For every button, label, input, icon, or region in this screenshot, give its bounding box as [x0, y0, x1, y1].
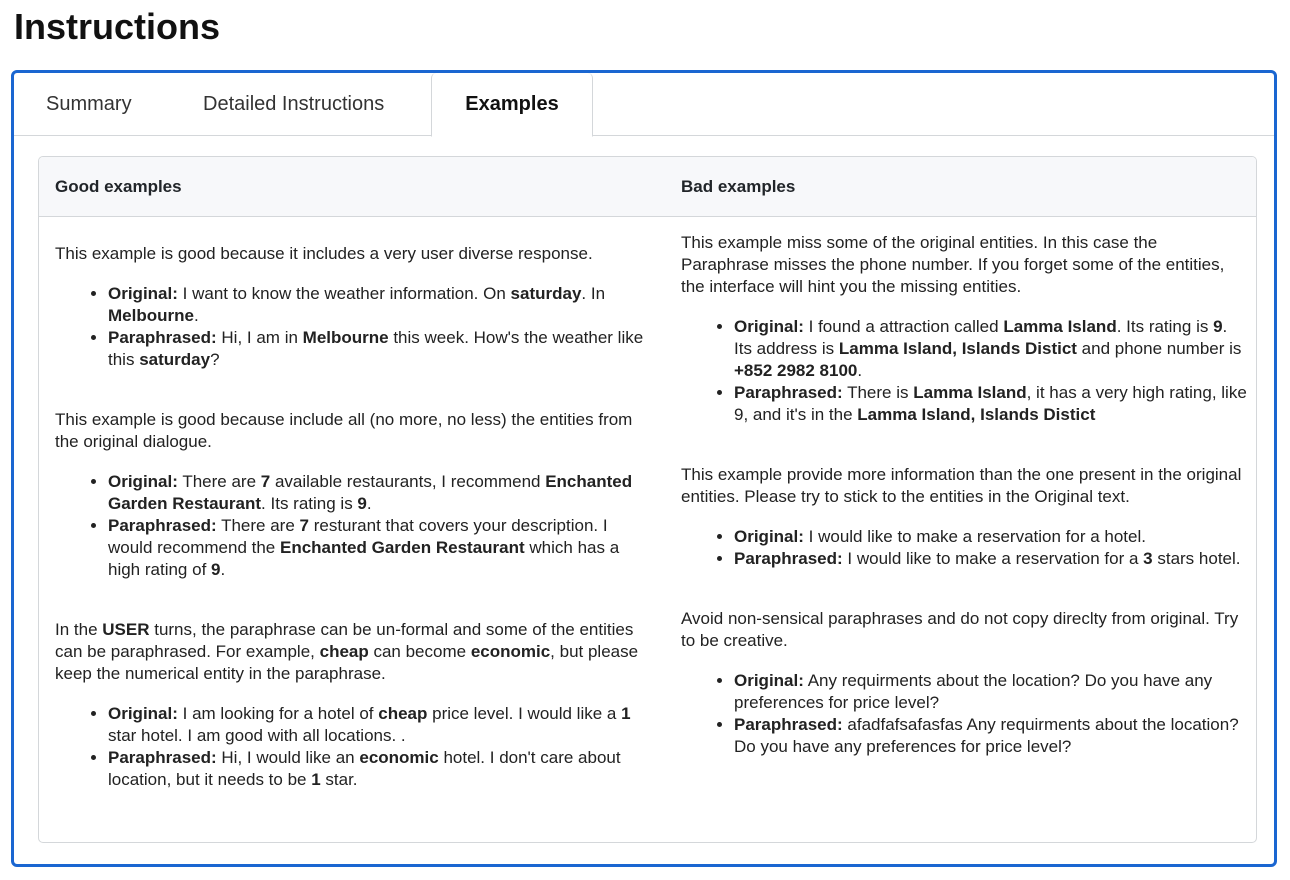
example-description: This example is good because include all (no more, no less) the entities from the original dialogue. — [55, 410, 633, 451]
entity-highlight: saturday — [139, 350, 211, 369]
entity-highlight: 7 — [299, 516, 309, 535]
good-examples-header: Good examples — [55, 177, 182, 196]
examples-card — [38, 156, 1257, 843]
example-description: Avoid non-sensical paraphrases and do not copy direclty from original. Try to be creative. — [681, 609, 1239, 650]
bad-examples-column — [681, 217, 1249, 758]
entity-highlight: cheap — [319, 642, 369, 661]
entity-highlight: cheap — [378, 704, 428, 723]
original-text: Any requirments about the location? Do you have any preferences for price level? — [734, 671, 1213, 712]
example-list — [55, 283, 651, 371]
entity-highlight: 3 — [1143, 549, 1153, 568]
entity-highlight: Lamma Island, Islands Distict — [857, 405, 1096, 424]
original-label: Original: — [108, 704, 178, 723]
entity-highlight: Lamma Island — [913, 383, 1027, 402]
paraphrased-item — [734, 382, 1249, 426]
paraphrased-label: Paraphrased: — [734, 383, 843, 402]
bad-example — [681, 608, 1249, 758]
original-item — [108, 283, 651, 327]
paraphrased-label: Paraphrased: — [108, 748, 217, 767]
paraphrased-item — [734, 548, 1249, 570]
entity-highlight: saturday — [510, 284, 582, 303]
entity-highlight: Lamma Island — [1003, 317, 1117, 336]
entity-highlight: Enchanted Garden Restaurant — [108, 472, 633, 513]
entity-highlight: economic — [359, 748, 439, 767]
good-examples-column — [55, 217, 651, 791]
paraphrased-item — [108, 747, 651, 791]
good-example — [55, 619, 651, 791]
tab-bar — [14, 73, 1274, 136]
entity-highlight: Enchanted Garden Restaurant — [279, 538, 525, 557]
paraphrased-label: Paraphrased: — [734, 549, 843, 568]
original-label: Original: — [734, 317, 804, 336]
paraphrased-label: Paraphrased: — [108, 516, 217, 535]
original-label: Original: — [734, 527, 804, 546]
entity-highlight: Melbourne — [108, 306, 194, 325]
example-list — [55, 703, 651, 791]
good-example — [55, 217, 651, 371]
entity-highlight: Melbourne — [302, 328, 389, 347]
entity-highlight: 1 — [311, 770, 321, 789]
original-item — [108, 703, 651, 747]
entity-highlight: 1 — [621, 704, 631, 723]
paraphrased-item — [108, 327, 651, 371]
bad-example — [681, 217, 1249, 426]
original-item — [734, 670, 1249, 714]
example-description: This example provide more information than the one present in the original entities. Please try to stick to the entities in the Original text. — [681, 465, 1242, 506]
paraphrased-text: afadfafsafasfas Any requirments about the location? Do you have any preferences for price level? — [734, 715, 1239, 756]
original-text: I would like to make a reservation for a hotel. — [808, 527, 1146, 546]
examples-card-header — [39, 157, 1256, 217]
example-list — [55, 471, 651, 581]
original-item — [734, 316, 1249, 382]
paraphrased-label: Paraphrased: — [108, 328, 217, 347]
example-list — [681, 670, 1249, 758]
original-label: Original: — [108, 472, 178, 491]
original-label: Original: — [734, 671, 804, 690]
tab-detailed-instructions[interactable]: Detailed Instructions — [203, 93, 385, 115]
bad-example — [681, 464, 1249, 570]
original-text: I found a attraction called Lamma Island. Its rating is 9. Its address is Lamma Island, Islands Distict and phone number is +852 2982 8100. — [734, 317, 1242, 380]
entity-highlight: 9 — [357, 494, 367, 513]
example-description: This example is good because it includes a very user diverse response. — [55, 244, 593, 263]
entity-highlight: 7 — [260, 472, 271, 491]
entity-highlight: economic — [470, 642, 551, 661]
tab-examples[interactable]: Examples — [431, 73, 593, 137]
page-title: Instructions — [14, 6, 221, 47]
original-label: Original: — [108, 284, 178, 303]
entity-highlight: Lamma Island, Islands Distict — [838, 339, 1077, 358]
original-item — [734, 526, 1249, 548]
original-text: I am looking for a hotel of cheap price level. I would like a 1 star hotel. I am good with all locations. . — [108, 704, 631, 745]
entity-highlight: 9 — [1213, 317, 1223, 336]
good-example — [55, 409, 651, 581]
entity-highlight: +852 2982 8100 — [734, 361, 858, 380]
original-text: I want to know the weather information. On saturday. In Melbourne. — [108, 284, 606, 325]
paraphrased-text: There are 7 resturant that covers your description. I would recommend the Enchanted Garden Restaurant which has a high rating of 9. — [108, 516, 620, 579]
paraphrased-item — [734, 714, 1249, 758]
instructions-panel — [11, 70, 1277, 867]
original-text: There are 7 available restaurants, I recommend Enchanted Garden Restaurant. Its rating is 9. — [108, 472, 633, 513]
paraphrased-text: I would like to make a reservation for a 3 stars hotel. — [847, 549, 1241, 568]
tab-summary[interactable]: Summary — [46, 93, 132, 115]
paraphrased-item — [108, 515, 651, 581]
example-list — [681, 526, 1249, 570]
paraphrased-label: Paraphrased: — [734, 715, 843, 734]
paraphrased-text: There is Lamma Island, it has a very high rating, like 9, and it's in the Lamma Island, Islands Distict — [734, 383, 1247, 424]
example-list — [681, 316, 1249, 426]
entity-highlight: USER — [102, 620, 150, 639]
example-description: In the USER turns, the paraphrase can be un-formal and some of the entities can be paraphrased. For example, cheap can become economic, but please keep the numerical entity in the paraphrase. — [55, 620, 639, 683]
paraphrased-text: Hi, I would like an economic hotel. I don't care about location, but it needs to be 1 star. — [108, 748, 621, 789]
bad-examples-header: Bad examples — [681, 177, 796, 196]
paraphrased-text: Hi, I am in Melbourne this week. How's the weather like this saturday? — [108, 328, 644, 369]
original-item — [108, 471, 651, 515]
entity-highlight: 9 — [211, 560, 221, 579]
example-description: This example miss some of the original entities. In this case the Paraphrase misses the phone number. If you forget some of the entities, the interface will hint you the missing entities. — [681, 233, 1225, 296]
